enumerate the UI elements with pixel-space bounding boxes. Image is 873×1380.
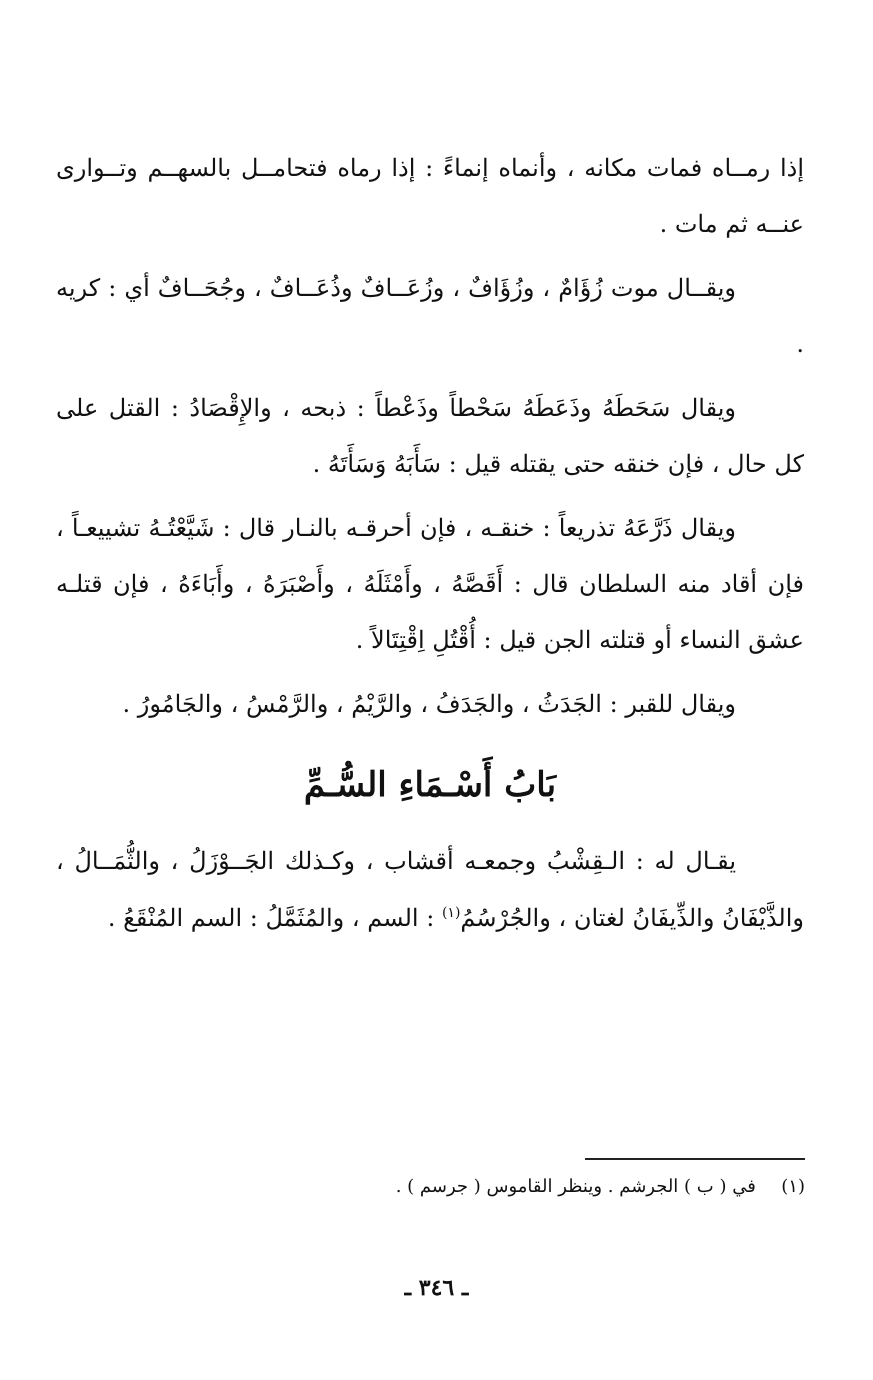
paragraph-sudden-death: ويقــال موت زُؤَامٌ ، وزُؤَافٌ ، وزُعَــافٌ وذُعَــافٌ ، وجُحَــافٌ أي : كريه . [56,274,804,358]
page-number: ـ ٣٤٦ ـ [404,1275,469,1301]
footnote [105,1172,805,1202]
footnote-text: في ( ب ) الجرشم . وينظر القاموس ( جرسم ) . [395,1176,756,1197]
footnote-reference[interactable]: (١) [441,905,461,921]
footnote-divider [585,1158,805,1160]
poison-names-paragraph [56,835,804,944]
footnote-marker: (١) [781,1176,805,1197]
paragraph-grave-names: ويقال للقبر : الجَدَثُ ، والجَدَفُ ، والرَّيْمُ ، والرَّمْسُ ، والجَامُورُ . [122,690,736,718]
poison-text-part-1: يقـال له : الـقِشْبُ وجمعـه أقشاب ، وكـذلك الجَــوْزَلُ ، والثُّمَــالُ ، والذَّيْفَانُ والذِّيفَانُ لغتان ، والجُرْسُمُ [56,847,804,932]
main-text-block [56,140,804,732]
poison-text-part-2: : السم ، والمُثَمَّلُ : السم المُنْقَعُ . [107,904,442,932]
section-heading: بَابُ أَسْـمَاءِ السُّـمِّ [303,765,557,805]
paragraph-death-by-arrow: إذا رمــاه فمات مكانه ، وأنماه إنماءً : إذا رماه فتحامــل بالسهــم وتــوارى عنــه ثم مات . [56,154,804,238]
paragraph-strangling-burning: ويقال ذَرَّعَهُ تذريعاً : خنقـه ، فإن أحرقـه بالنـار قال : شَيَّعْتُـهُ تشييعـاً ، فإن أقاد منه السلطان قال : أَقَصَّهُ ، وأَمْثَلَهُ ، وأَصْبَرَهُ ، وأَبَاءَهُ ، فإن قتلـه عشق النساء أو قتلته الجن قيل : أُقْتُلِ اِقْتِتَالاً . [56,514,804,654]
paragraph-slaughter: ويقال سَحَطَهُ وذَعَطَهُ سَحْطاً وذَعْطاً : ذبحه ، والإِقْصَادُ : القتل على كل حال ، فإن خنقه حتى يقتله قيل : سَأَبَهُ وَسَأَتَهُ . [56,394,804,478]
